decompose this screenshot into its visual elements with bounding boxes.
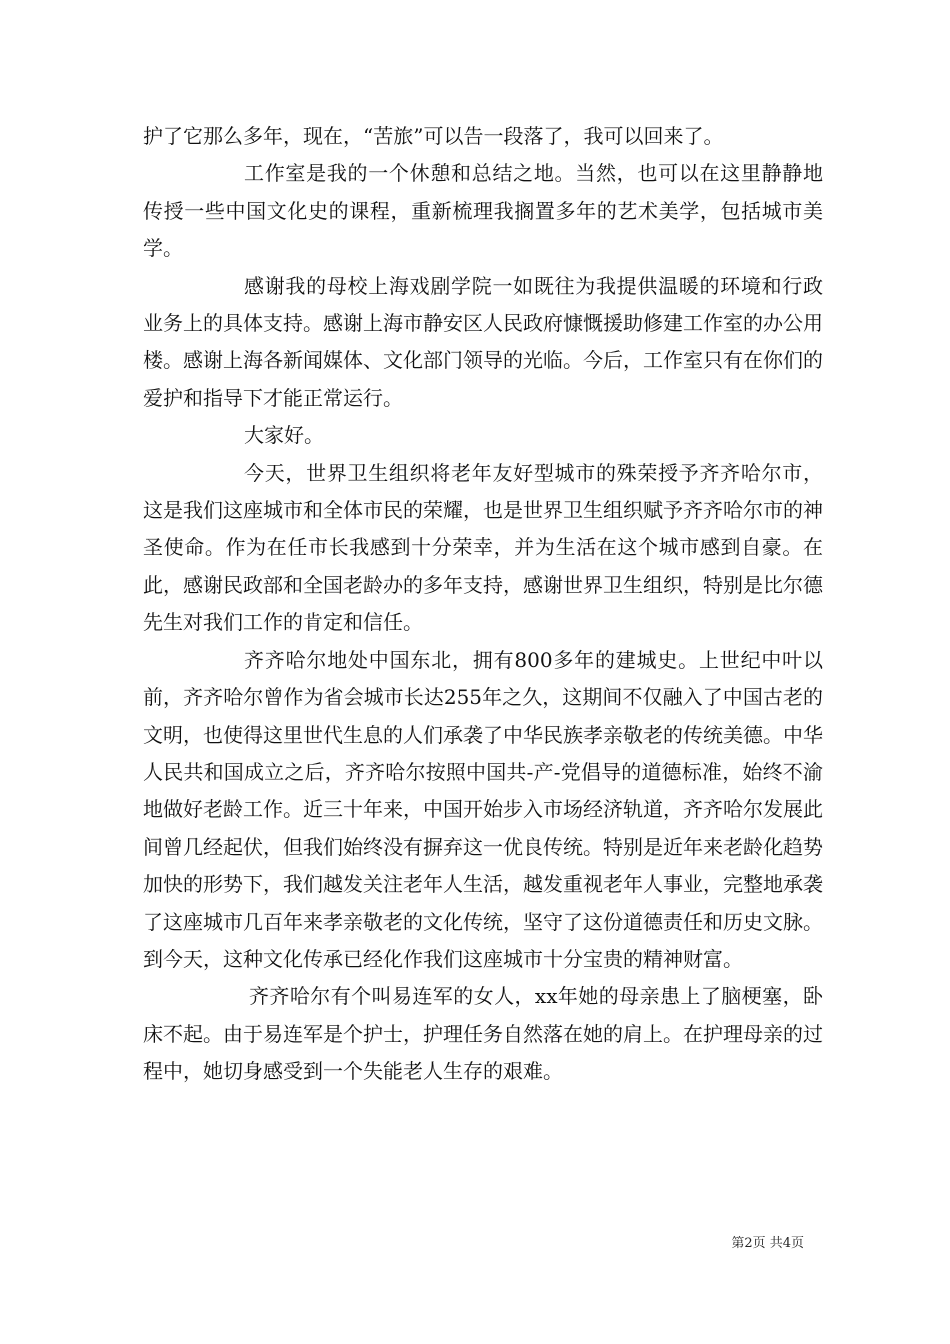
paragraph-3: 感谢我的母校上海戏剧学院一如既往为我提供温暖的环境和行政业务上的具体支持。感谢上海市静安区人民政府慷慨援助修建工作室的办公用楼。感谢上海各新闻媒体、文化部门领导的光临。今后，工作室只有在你们的爱护和指导下才能正常运行。 xyxy=(143,273,823,410)
paragraph-4: 大家好。 xyxy=(244,423,324,448)
paragraph-5: 今天，世界卫生组织将老年友好型城市的殊荣授予齐齐哈尔市，这是我们这座城市和全体市民的荣耀，也是世界卫生组织赋予齐齐哈尔市的神圣使命。作为在任市长我感到十分荣幸，并为生活在这个城市感到自豪。在此，感谢民政部和全国老龄办的多年支持，感谢世界卫生组织，特别是比尔德先生对我们工作的肯定和信任。 xyxy=(143,460,823,635)
paragraph-7: 齐齐哈尔有个叫易连军的女人，xx年她的母亲患上了脑梗塞，卧床不起。由于易连军是个护士，护理任务自然落在她的肩上。在护理母亲的过程中，她切身感受到一个失能老人生存的艰难。 xyxy=(143,984,823,1084)
page-number-footer: 第2页 共4页 xyxy=(731,1236,804,1251)
document-body xyxy=(143,118,823,1091)
paragraph-1: 护了它那么多年，现在，“苦旅”可以告一段落了，我可以回来了。 xyxy=(143,124,724,148)
paragraph-6: 齐齐哈尔地处中国东北，拥有800多年的建城史。上世纪中叶以前，齐齐哈尔曾作为省会城市长达255年之久，这期间不仅融入了中国古老的文明，也使得这里世代生息的人们承袭了中华民族孝亲敬老的传统美德。中华人民共和国成立之后，齐齐哈尔按照中国共-产-党倡导的道德标准，始终不渝地做好老龄工作。近三十年来，中国开始步入市场经济轨道，齐齐哈尔发展此间曾几经起伏，但我们始终没有摒弃这一优良传统。特别是近年来老龄化趋势加快的形势下，我们越发关注老年人生活，越发重视老年人事业，完整地承袭了这座城市几百年来孝亲敬老的文化传统，坚守了这份道德责任和历史文脉。到今天，这种文化传承已经化作我们这座城市十分宝贵的精神财富。 xyxy=(143,647,823,971)
paragraph-2: 工作室是我的一个休憩和总结之地。当然，也可以在这里静静地传授一些中国文化史的课程，重新梳理我搁置多年的艺术美学，包括城市美学。 xyxy=(143,161,823,261)
